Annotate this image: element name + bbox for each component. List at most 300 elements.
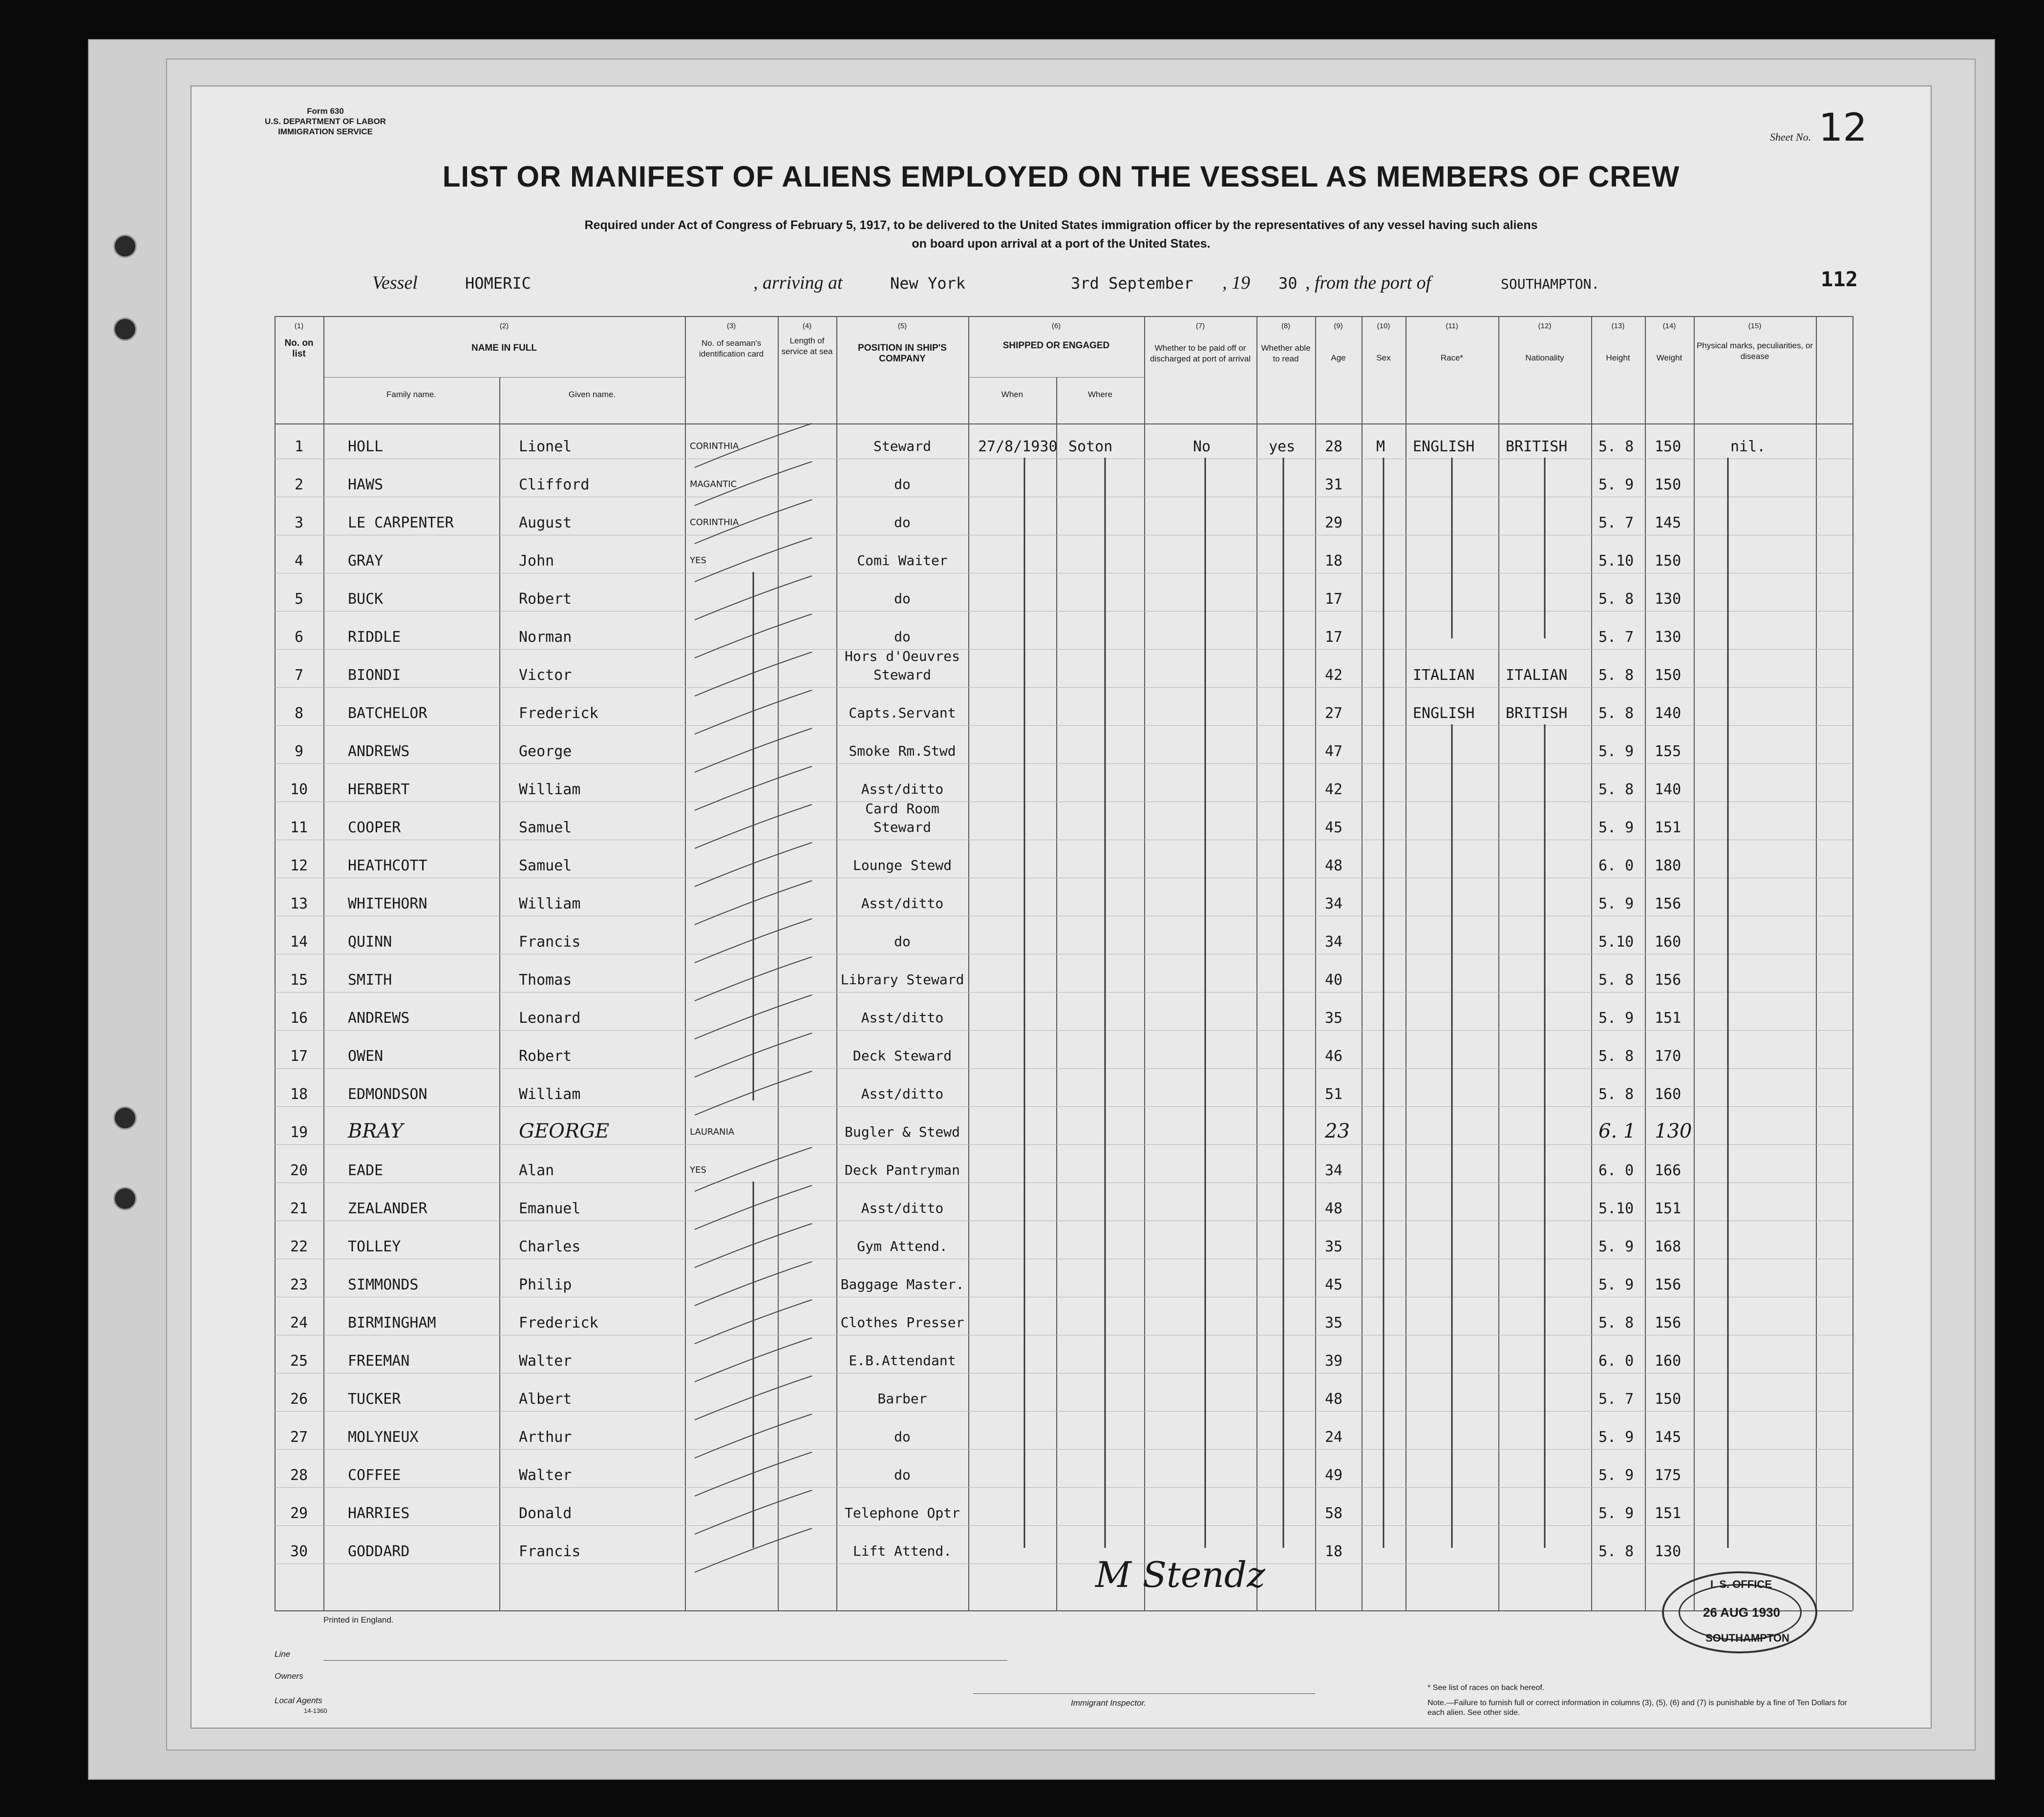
row-number: 14 [290, 933, 308, 951]
position: Comi Waiter [857, 552, 948, 569]
age: 45 [1325, 819, 1343, 836]
given-name: Walter [519, 1467, 572, 1484]
nationality: BRITISH [1506, 705, 1568, 722]
height: 5. 8 [1598, 667, 1634, 684]
position: Gym Attend. [857, 1238, 948, 1254]
weight: 145 [1655, 1429, 1682, 1446]
family-name: HARRIES [348, 1505, 410, 1522]
weight: 130 [1655, 1120, 1692, 1142]
given-name: William [519, 895, 581, 912]
line-rule [323, 1660, 1007, 1661]
age: 35 [1325, 1238, 1343, 1255]
position: do [894, 476, 911, 492]
given-name: Emanuel [519, 1200, 581, 1217]
sheet-value: 12 [1818, 106, 1867, 150]
row-number: 10 [290, 781, 308, 798]
given-name: Victor [519, 667, 572, 684]
given-name: Frederick [519, 1314, 598, 1331]
row-number: 27 [290, 1429, 308, 1446]
family-name: BRAY [348, 1120, 404, 1142]
weight: 151 [1655, 819, 1682, 836]
height: 5. 9 [1598, 1010, 1634, 1027]
sex: M [1376, 438, 1385, 455]
department: U.S. DEPARTMENT OF LABOR [265, 117, 386, 126]
row-number: 26 [290, 1391, 308, 1408]
when-header: When [1001, 390, 1023, 399]
agents-label: Local Agents [275, 1696, 322, 1705]
position: Asst/ditto [861, 895, 944, 911]
row-number: 15 [290, 972, 308, 989]
row-number: 23 [290, 1276, 308, 1293]
subtitle-line-1: Required under Act of Congress of February 5, 1917, to be delivered to the United States immigration officer by the representatives of any vessel having such aliens [584, 218, 1538, 232]
weight: 151 [1655, 1010, 1682, 1027]
position: Baggage Master. [840, 1276, 964, 1292]
row-number: 5 [294, 591, 304, 608]
col5-header: POSITION IN SHIP'S COMPANY [858, 343, 947, 364]
position: Smoke Rm.Stwd [849, 743, 956, 759]
family-name: HOLL [348, 438, 383, 455]
manifest-title: LIST OR MANIFEST OF ALIENS EMPLOYED ON THE VESSEL AS MEMBERS OF CREW [442, 160, 1680, 193]
height: 5. 9 [1598, 743, 1634, 760]
vessel-label: Vessel [372, 273, 418, 293]
col3-num: (3) [726, 322, 736, 330]
vessel-line [192, 267, 1931, 301]
age: 27 [1325, 705, 1343, 722]
stamp-date: 26 AUG 1930 [1703, 1605, 1781, 1620]
from-label: , from the port of [1305, 273, 1431, 293]
height: 5. 8 [1598, 1543, 1634, 1560]
given-name: George [519, 743, 572, 760]
col6-num: (6) [1051, 322, 1061, 330]
height: 5. 9 [1598, 476, 1634, 493]
row-number: 21 [290, 1200, 308, 1217]
family-name: BATCHELOR [348, 705, 427, 722]
position: Barber [877, 1391, 927, 1407]
given-name-header: Given name. [568, 390, 616, 399]
age: 47 [1325, 743, 1343, 760]
given-name: Thomas [519, 972, 572, 989]
family-name: SMITH [348, 972, 392, 989]
binder-hole [113, 317, 137, 341]
seaman-card: YES [690, 1165, 706, 1175]
seaman-card: YES [690, 555, 706, 566]
given-name: Clifford [519, 476, 590, 493]
physical-marks: nil. [1730, 438, 1766, 455]
age: 42 [1325, 667, 1343, 684]
weight: 170 [1655, 1048, 1682, 1065]
height: 6. 1 [1598, 1120, 1636, 1142]
age: 39 [1325, 1352, 1343, 1370]
height: 5.10 [1598, 552, 1634, 570]
family-name: COOPER [348, 819, 401, 836]
given-name: Samuel [519, 819, 572, 836]
position: Capts.Servant [849, 705, 956, 721]
height: 5. 9 [1598, 1467, 1634, 1484]
col15-num: (15) [1748, 322, 1762, 330]
age: 49 [1325, 1467, 1343, 1484]
row-number: 9 [294, 743, 304, 760]
inspector-rule [973, 1693, 1315, 1694]
height: 5. 7 [1598, 514, 1634, 531]
weight: 130 [1655, 1543, 1682, 1560]
col6-header: SHIPPED OR ENGAGED [1002, 340, 1110, 351]
form-header [265, 106, 386, 137]
manifest-page [191, 85, 1932, 1729]
position: do [894, 1467, 911, 1483]
height: 5. 8 [1598, 591, 1634, 608]
position: Lounge Stewd [852, 857, 952, 873]
col10-header: Sex [1376, 353, 1391, 362]
given-name: Charles [519, 1238, 581, 1255]
family-name: WHITEHORN [348, 895, 427, 912]
row-number: 12 [290, 857, 308, 874]
agents-number: 14-1360 [304, 1707, 327, 1714]
seaman-card: CORINTHIA [690, 441, 739, 451]
form-number: Form 630 [307, 106, 344, 116]
stamp-bottom: SOUTHAMPTON [1705, 1632, 1789, 1644]
age: 48 [1325, 1200, 1343, 1217]
given-name: Samuel [519, 857, 572, 874]
col11-num: (11) [1446, 322, 1458, 330]
col13-num: (13) [1611, 322, 1625, 330]
height: 5.10 [1598, 933, 1634, 951]
arrival-date: 3rd September [1071, 274, 1193, 293]
col3-header: No. of seaman's identification card [699, 338, 764, 359]
race: ITALIAN [1413, 667, 1475, 684]
age: 45 [1325, 1276, 1343, 1293]
height: 5. 8 [1598, 781, 1634, 798]
family-name: HERBERT [348, 781, 410, 798]
given-name: Robert [519, 1048, 572, 1065]
position-line-1: Hors d'Oeuvres [844, 648, 960, 664]
race: ENGLISH [1413, 705, 1475, 722]
row-number: 28 [290, 1467, 308, 1484]
family-name: BIONDI [348, 667, 401, 684]
position: Library Steward [840, 972, 964, 988]
given-name: Philip [519, 1276, 572, 1293]
seaman-card: MAGANTIC [690, 479, 737, 489]
given-name: Robert [519, 591, 572, 608]
col9-header: Age [1331, 353, 1346, 362]
age: 34 [1325, 895, 1343, 912]
row-number: 13 [290, 895, 308, 912]
race-note: * See list of races on back hereof. [1427, 1684, 1545, 1692]
row-number: 16 [290, 1010, 308, 1027]
height: 5. 9 [1598, 1429, 1634, 1446]
table-bottom-border [275, 1610, 1852, 1611]
row-number: 11 [290, 819, 308, 836]
weight: 156 [1655, 972, 1682, 989]
col9-num: (9) [1334, 322, 1343, 330]
from-port: SOUTHAMPTON. [1501, 276, 1600, 292]
position: Asst/ditto [861, 1086, 944, 1102]
family-name: TUCKER [348, 1391, 401, 1408]
height: 5. 9 [1598, 1238, 1634, 1255]
col4-header: Length of service at sea [781, 336, 833, 356]
family-name: HEATHCOTT [348, 857, 427, 874]
row-number: 4 [294, 552, 304, 570]
age: 58 [1325, 1505, 1343, 1522]
col12-header: Nationality [1525, 353, 1564, 362]
weight: 166 [1655, 1162, 1682, 1179]
family-name: RIDDLE [348, 629, 401, 646]
family-name: TOLLEY [348, 1238, 401, 1255]
row-number: 19 [290, 1124, 308, 1141]
age: 18 [1325, 1543, 1343, 1560]
position: Asst/ditto [861, 1010, 944, 1026]
height: 5. 7 [1598, 629, 1634, 646]
where-header: Where [1087, 390, 1113, 399]
given-name: William [519, 1086, 581, 1103]
arrival-port: New York [890, 274, 966, 293]
age: 34 [1325, 933, 1343, 951]
age: 48 [1325, 1391, 1343, 1408]
height: 5. 8 [1598, 1086, 1634, 1103]
weight: 150 [1655, 1391, 1682, 1408]
position: do [894, 629, 911, 645]
weight: 151 [1655, 1505, 1682, 1522]
sheet-number [1770, 106, 1867, 150]
weight: 130 [1655, 591, 1682, 608]
position: Telephone Optr [844, 1505, 960, 1521]
height: 6. 0 [1598, 857, 1634, 874]
family-name: SIMMONDS [348, 1276, 419, 1293]
inspector-signature: M Stendz [1095, 1554, 1265, 1595]
seaman-card: CORINTHIA [690, 517, 739, 528]
age: 42 [1325, 781, 1343, 798]
given-name: Francis [519, 1543, 581, 1560]
position: E.B.Attendant [849, 1352, 956, 1369]
weight: 180 [1655, 857, 1682, 874]
race: ENGLISH [1413, 438, 1475, 455]
weight: 151 [1655, 1200, 1682, 1217]
given-name: Frederick [519, 705, 598, 722]
shipped-where: Soton [1068, 438, 1113, 455]
row-number: 29 [290, 1505, 308, 1522]
weight: 168 [1655, 1238, 1682, 1255]
shipped-when: 27/8/1930 [978, 438, 1058, 455]
age: 48 [1325, 857, 1343, 874]
position: Deck Pantryman [844, 1162, 960, 1178]
height: 5. 8 [1598, 438, 1634, 455]
family-name: ZEALANDER [348, 1200, 427, 1217]
family-name: GRAY [348, 552, 383, 570]
manifest-table [275, 316, 1852, 1610]
row-number: 18 [290, 1086, 308, 1103]
position: Asst/ditto [861, 1200, 944, 1216]
weight: 156 [1655, 1276, 1682, 1293]
card-slash [695, 462, 812, 506]
ditto-marks [275, 316, 1852, 1610]
weight: 155 [1655, 743, 1682, 760]
position: Asst/ditto [861, 781, 944, 797]
height: 6. 0 [1598, 1162, 1634, 1179]
age: 35 [1325, 1314, 1343, 1331]
col8-header: Whether able to read [1261, 343, 1311, 363]
family-name: FREEMAN [348, 1352, 410, 1370]
nationality: BRITISH [1506, 438, 1568, 455]
position: Deck Steward [852, 1048, 952, 1064]
family-name: ANDREWS [348, 743, 410, 760]
able-to-read: yes [1269, 438, 1296, 455]
weight: 160 [1655, 1352, 1682, 1370]
family-name: QUINN [348, 933, 392, 951]
age: 34 [1325, 1162, 1343, 1179]
col12-num: (12) [1538, 322, 1552, 330]
given-name: Alan [519, 1162, 554, 1179]
weight: 175 [1655, 1467, 1682, 1484]
given-name: Francis [519, 933, 581, 951]
owners-label: Owners [275, 1671, 303, 1681]
page-number: 112 [1821, 267, 1858, 291]
family-name-header: Family name. [386, 390, 437, 399]
position-line-1: Card Room [865, 801, 939, 817]
position: Steward [873, 438, 931, 454]
column-rule [1852, 316, 1853, 1610]
row-number: 25 [290, 1352, 308, 1370]
col7-header: Whether to be paid off or discharged at port of arrival [1150, 343, 1251, 363]
col8-num: (8) [1281, 322, 1291, 330]
weight: 150 [1655, 438, 1682, 455]
paid-off: No [1193, 438, 1211, 455]
weight: 156 [1655, 1314, 1682, 1331]
position: Steward [873, 667, 931, 683]
row-number: 7 [294, 667, 304, 684]
col14-header: Weight [1656, 353, 1682, 362]
binder-hole [113, 1106, 137, 1130]
family-name: COFFEE [348, 1467, 401, 1484]
row-number: 20 [290, 1162, 308, 1179]
col2-header: NAME IN FULL [471, 343, 537, 353]
nationality: ITALIAN [1506, 667, 1568, 684]
family-name: EADE [348, 1162, 383, 1179]
position: Bugler & Stewd [844, 1124, 960, 1140]
service: IMMIGRATION SERVICE [278, 127, 373, 136]
family-name: ANDREWS [348, 1010, 410, 1027]
position: Clothes Presser [840, 1314, 964, 1331]
given-name: Donald [519, 1505, 572, 1522]
col1-header: No. on list [284, 338, 314, 359]
height: 6. 0 [1598, 1352, 1634, 1370]
given-name: Leonard [519, 1010, 581, 1027]
row-number: 17 [290, 1048, 308, 1065]
seaman-card: LAURANIA [690, 1127, 735, 1137]
binder-hole [113, 1187, 137, 1210]
height: 5. 9 [1598, 1276, 1634, 1293]
given-name: John [519, 552, 554, 570]
family-name: BUCK [348, 591, 383, 608]
row-number: 30 [290, 1543, 308, 1560]
family-name: EDMONDSON [348, 1086, 427, 1103]
weight: 145 [1655, 514, 1682, 531]
height: 5. 9 [1598, 819, 1634, 836]
weight: 140 [1655, 705, 1682, 722]
weight: 130 [1655, 629, 1682, 646]
row-number: 22 [290, 1238, 308, 1255]
printed-in: Printed in England. [323, 1615, 394, 1625]
arrival-year: 30 [1278, 274, 1298, 293]
age: 17 [1325, 629, 1343, 646]
stamp-top: I. S. OFFICE [1710, 1578, 1772, 1590]
col7-num: (7) [1195, 322, 1205, 330]
binder-hole [113, 234, 137, 258]
arriving-label: , arriving at [753, 273, 843, 293]
col11-header: Race* [1440, 353, 1464, 362]
family-name: MOLYNEUX [348, 1429, 419, 1446]
age: 35 [1325, 1010, 1343, 1027]
line-label: Line [275, 1649, 291, 1659]
age: 18 [1325, 552, 1343, 570]
given-name: Arthur [519, 1429, 572, 1446]
weight: 160 [1655, 1086, 1682, 1103]
office-stamp [1662, 1571, 1817, 1653]
age: 28 [1325, 438, 1343, 455]
row-number: 8 [294, 705, 304, 722]
row-number: 1 [294, 438, 304, 455]
given-name: Albert [519, 1391, 572, 1408]
vessel-name: HOMERIC [465, 274, 531, 293]
position: Steward [873, 819, 931, 835]
height: 5.10 [1598, 1200, 1634, 1217]
card-slash [695, 423, 812, 467]
given-name: August [519, 514, 572, 531]
position: do [894, 514, 911, 530]
height: 5. 9 [1598, 1505, 1634, 1522]
given-name: Walter [519, 1352, 572, 1370]
age: 24 [1325, 1429, 1343, 1446]
height: 5. 7 [1598, 1391, 1634, 1408]
position: do [894, 933, 911, 950]
given-name: William [519, 781, 581, 798]
age: 51 [1325, 1086, 1343, 1103]
age: 17 [1325, 591, 1343, 608]
height: 5. 8 [1598, 705, 1634, 722]
col10-num: (10) [1377, 322, 1390, 330]
weight: 150 [1655, 667, 1682, 684]
age: 29 [1325, 514, 1343, 531]
age: 46 [1325, 1048, 1343, 1065]
family-name: GODDARD [348, 1543, 410, 1560]
height: 5. 8 [1598, 1314, 1634, 1331]
card-slash [695, 500, 812, 544]
sheet-label: Sheet No. [1769, 131, 1811, 143]
height: 5. 8 [1598, 1048, 1634, 1065]
weight: 160 [1655, 933, 1682, 951]
given-name: Lionel [519, 438, 572, 455]
weight: 150 [1655, 476, 1682, 493]
col4-num: (4) [802, 322, 812, 330]
col14-num: (14) [1662, 322, 1676, 330]
row-number: 6 [294, 629, 304, 646]
family-name: LE CARPENTER [348, 514, 454, 531]
penalty-note: Note.—Failure to furnish full or correct information in columns (3), (5), (6) and (7) is punishable by a fine of Ten Dollars for each alien. See other side. [1427, 1699, 1847, 1717]
row-number: 2 [294, 476, 304, 493]
weight: 140 [1655, 781, 1682, 798]
height: 5. 8 [1598, 972, 1634, 989]
age: 40 [1325, 972, 1343, 989]
col13-header: Height [1606, 353, 1630, 362]
row-number: 24 [290, 1314, 308, 1331]
row-number: 3 [294, 514, 304, 531]
family-name: BIRMINGHAM [348, 1314, 436, 1331]
col5-num: (5) [897, 322, 907, 330]
weight: 156 [1655, 895, 1682, 912]
age: 31 [1325, 476, 1343, 493]
given-name: GEORGE [519, 1120, 610, 1142]
col15-header: Physical marks, peculiarities, or disease [1696, 341, 1813, 361]
height: 5. 9 [1598, 895, 1634, 912]
position: do [894, 591, 911, 607]
